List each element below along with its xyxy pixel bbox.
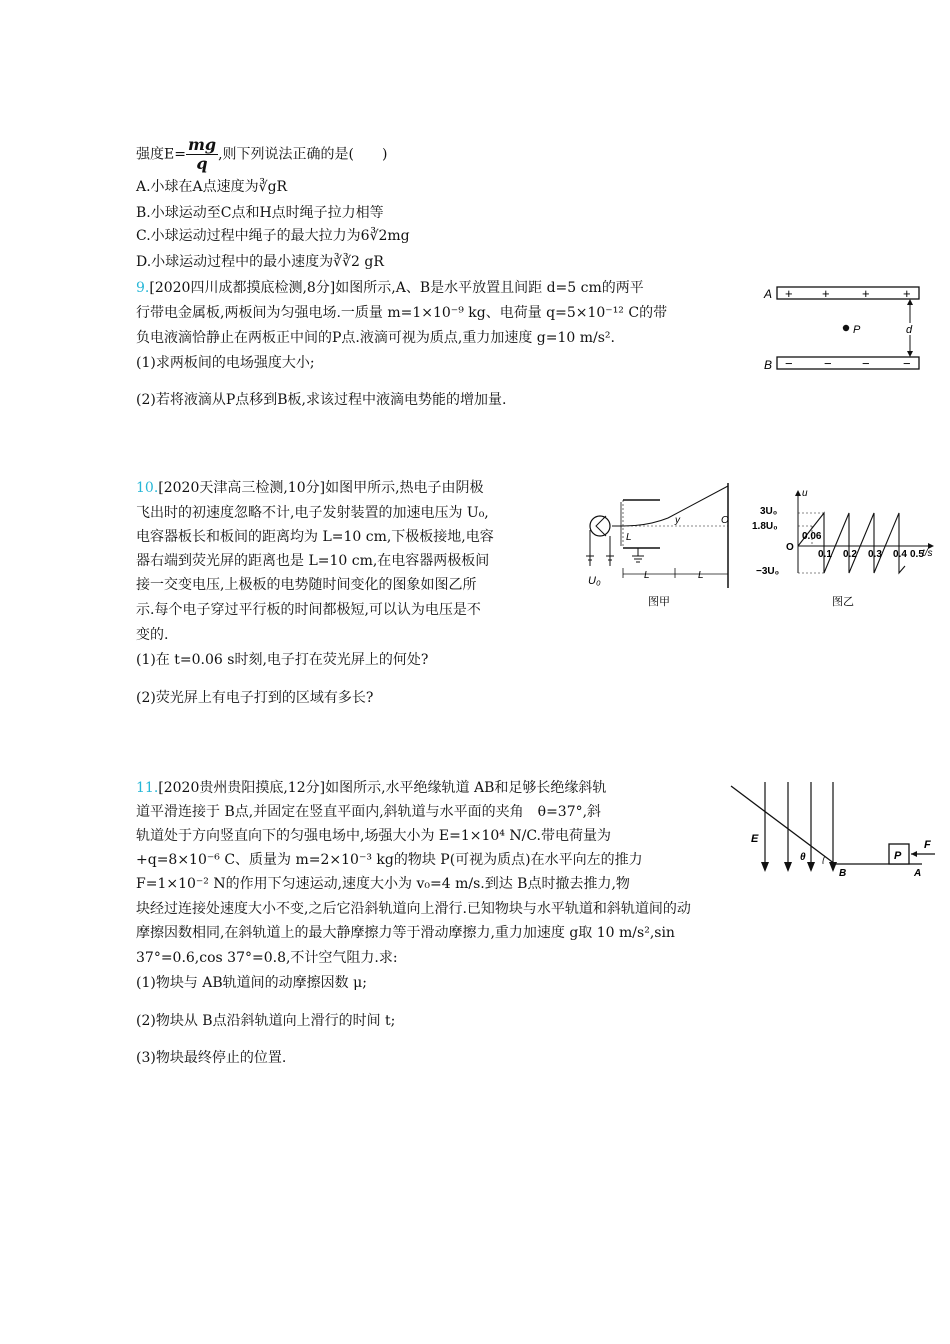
x-tick: 0.3 bbox=[868, 549, 882, 560]
q10-number: 10. bbox=[136, 480, 159, 496]
q9-part-2: (2)若将液滴从P点移到B板,求该过程中液滴电势能的增加量. bbox=[136, 392, 507, 408]
q9-text-1: [2020四川成都摸底检测,8分]如图所示,A、B是水平放置且间距 d=5 cm的两平 bbox=[149, 280, 644, 296]
theta-label: θ bbox=[800, 852, 806, 863]
x-tick: 0.4 bbox=[893, 549, 907, 560]
question-stem-tail bbox=[136, 136, 387, 173]
distance-d-label: d bbox=[906, 324, 913, 336]
x-tick: 0.1 bbox=[818, 549, 832, 560]
plate-a-label: A bbox=[764, 287, 773, 301]
x-tick: 0.06 bbox=[802, 531, 822, 542]
q11-line-8: 37°=0.6,cos 37°=0.8,不计空气阻力.求: bbox=[136, 950, 398, 966]
minus-sign: − bbox=[824, 356, 832, 371]
plate-a bbox=[777, 287, 919, 299]
droplet-p bbox=[843, 325, 849, 331]
q9-line-3: 负电液滴恰静止在两板正中间的P点.液滴可视为质点,重力加速度 g=10 m/s². bbox=[136, 330, 615, 346]
option-d: D.小球运动过程中的最小速度为∛∛2 gR bbox=[136, 254, 384, 270]
l-label-vertical: L bbox=[626, 532, 632, 543]
y-ticks bbox=[752, 506, 794, 577]
plus-sign: + bbox=[862, 286, 870, 301]
minus-sign: − bbox=[785, 356, 793, 371]
q10-figure-jia bbox=[578, 478, 746, 613]
q11-line-4: +q=8×10⁻⁶ C、质量为 m=2×10⁻³ kg的物块 P(可视为质点)在水平向左的推力 bbox=[136, 852, 643, 868]
q10-part-1: (1)在 t=0.06 s时刻,电子打在荧光屏上的何处? bbox=[136, 652, 429, 668]
field-arrows bbox=[761, 862, 837, 872]
point-a-label: A bbox=[914, 868, 922, 878]
q10-line-6: 示.每个电子穿过平行板的时间都极短,可以认为电压是不 bbox=[136, 602, 481, 618]
option-b: B.小球运动至C点和H点时绳子拉力相等 bbox=[136, 205, 384, 221]
q10-figure-yi bbox=[750, 478, 940, 613]
minus-sign: − bbox=[862, 356, 870, 371]
q10-line-4: 器右端到荧光屏的距离也是 L=10 cm,在电容器两极板间 bbox=[136, 553, 490, 569]
q9-line-1 bbox=[136, 278, 644, 298]
q10-line-1 bbox=[136, 478, 484, 498]
y-tick: 3U₀ bbox=[760, 506, 778, 517]
y-tick: −3U₀ bbox=[756, 566, 780, 577]
fig-yi-caption: 图乙 bbox=[832, 596, 854, 608]
q11-text-1: [2020贵州贵阳摸底,12分]如图所示,水平绝缘轨道 AB和足够长绝缘斜轨 bbox=[158, 780, 607, 796]
stem-lead: 强度E= bbox=[136, 146, 186, 163]
q11-part-3: (3)物块最终停止的位置. bbox=[136, 1050, 287, 1066]
minus-sign: − bbox=[903, 356, 911, 371]
u0-label: U₀ bbox=[588, 575, 601, 587]
q11-line-6: 块经过连接处速度大小不变,之后它沿斜轨道向上滑行.已知物块与水平轨道和斜轨道间的动 bbox=[136, 901, 691, 917]
field-e-label: E bbox=[751, 833, 759, 845]
q11-part-2: (2)物块从 B点沿斜轨道向上滑行的时间 t; bbox=[136, 1013, 396, 1029]
y-tick: O bbox=[786, 542, 794, 553]
stem-tail: ,则下列说法正确的是( ) bbox=[218, 146, 388, 163]
q10-part-2: (2)荧光屏上有电子打到的区域有多长? bbox=[136, 690, 374, 706]
l-label-2: L bbox=[698, 570, 704, 581]
fraction-numerator: mg bbox=[187, 135, 217, 154]
q11-track-figure bbox=[727, 778, 937, 878]
option-c: C.小球运动过程中绳子的最大拉力为6∛2mg bbox=[136, 228, 410, 244]
t-axis-label: t/s bbox=[922, 548, 933, 559]
fig-jia-caption: 图甲 bbox=[648, 596, 670, 608]
q9-capacitor-figure bbox=[760, 283, 930, 375]
point-b-label: B bbox=[839, 868, 847, 878]
plate-b-label: B bbox=[764, 358, 773, 372]
block-p-label: P bbox=[894, 850, 902, 862]
q9-line-2: 行带电金属板,两板间为匀强电场.一质量 m=1×10⁻⁹ kg、电荷量 q=5×10⁻¹² C的带 bbox=[136, 305, 668, 321]
q10-text-1: [2020天津高三检测,10分]如图甲所示,热电子由阴极 bbox=[158, 480, 484, 496]
plus-sign: + bbox=[822, 286, 830, 301]
y-label: y bbox=[675, 515, 680, 526]
field-fraction bbox=[186, 136, 218, 173]
q11-line-1 bbox=[136, 778, 606, 798]
fraction-denominator: q bbox=[196, 154, 208, 173]
option-a: A.小球在A点速度为∛gR bbox=[136, 179, 288, 195]
l-label-1: L bbox=[644, 570, 650, 581]
q9-part-1: (1)求两板间的电场强度大小; bbox=[136, 355, 315, 371]
field-lines bbox=[765, 782, 833, 870]
x-tick: 0.5 bbox=[910, 549, 924, 560]
point-p-label: P bbox=[853, 324, 861, 336]
q11-line-3: 轨道处于方向竖直向下的匀强电场中,场强大小为 E=1×10⁴ N/C.带电荷量为 bbox=[136, 828, 611, 844]
q10-line-7: 变的. bbox=[136, 627, 169, 643]
q11-line-5: F=1×10⁻² N的作用下匀速运动,速度大小为 v₀=4 m/s.到达 B点时撤去推力,物 bbox=[136, 876, 630, 892]
o-label: O bbox=[721, 515, 729, 526]
plus-sign: + bbox=[903, 286, 911, 301]
q11-line-7: 摩擦因数相同,在斜轨道上的最大静摩擦力等于滑动摩擦力,重力加速度 g取 10 m/s²,sin bbox=[136, 925, 675, 941]
sawtooth-voltage bbox=[798, 513, 905, 573]
force-f-label: F bbox=[924, 839, 931, 851]
q10-line-3: 电容器板长和板间的距离均为 L=10 cm,下极板接地,电容 bbox=[136, 529, 494, 545]
q10-line-5: 接一交变电压,上极板的电势随时间变化的图象如图乙所 bbox=[136, 577, 477, 593]
q11-part-1: (1)物块与 AB轨道间的动摩擦因数 μ; bbox=[136, 975, 367, 991]
plate-b bbox=[777, 357, 919, 369]
y-tick: 1.8U₀ bbox=[752, 521, 778, 532]
x-tick: 0.2 bbox=[843, 549, 857, 560]
cathode-circle bbox=[590, 516, 610, 536]
u-axis-label: u bbox=[802, 488, 808, 499]
q11-line-2: 道平滑连接于 B点,并固定在竖直平面内,斜轨道与水平面的夹角 θ=37°,斜 bbox=[136, 804, 602, 820]
q10-line-2: 飞出时的初速度忽略不计,电子发射装置的加速电压为 U₀, bbox=[136, 505, 489, 521]
inclined-track bbox=[731, 786, 835, 864]
q11-number: 11. bbox=[136, 780, 159, 796]
plus-sign: + bbox=[785, 286, 793, 301]
guide-lines bbox=[798, 513, 824, 573]
q9-number: 9. bbox=[136, 280, 150, 296]
